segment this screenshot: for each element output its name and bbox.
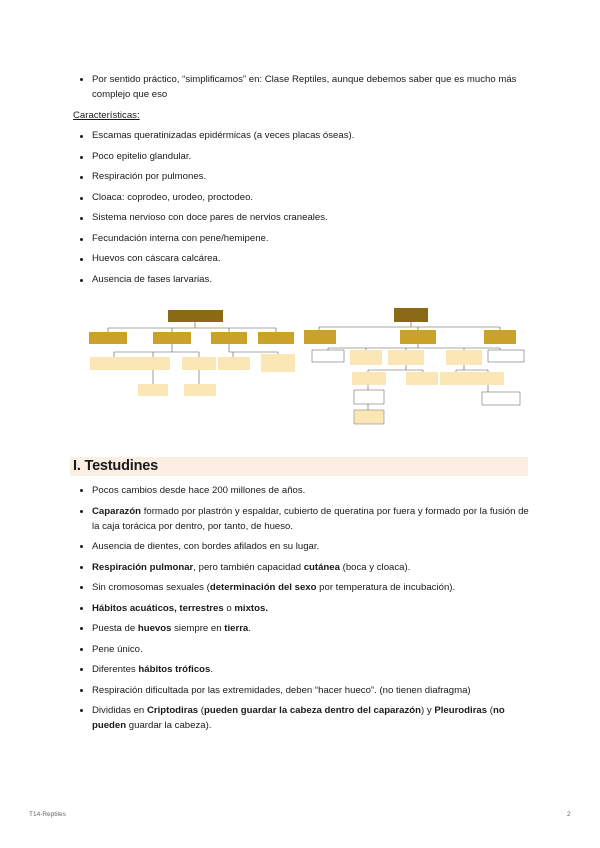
diagram-box-r1b <box>400 330 436 344</box>
characteristic-item: Ausencia de fases larvarias. <box>76 273 531 286</box>
diagram-box-r3b <box>406 372 438 385</box>
text-segment: ( <box>487 705 493 716</box>
footer-page-number: 2 <box>567 811 571 818</box>
characteristic-item: Respiración por pulmones. <box>76 170 531 183</box>
diagram-box-l3b <box>184 384 216 396</box>
diagram-box-r2d <box>446 350 482 365</box>
diagram-box-l3a <box>138 384 168 396</box>
left-tree-connectors <box>108 322 278 384</box>
diagram-box-root-right <box>394 308 428 322</box>
intro-paragraph <box>76 72 531 102</box>
characteristics-list <box>76 129 531 293</box>
diagram-box-l1a <box>89 332 127 344</box>
diagram-box-r4a <box>354 390 384 404</box>
bold-text: cutánea <box>303 561 340 573</box>
diagram-box-l2e <box>261 354 295 372</box>
bold-text: tierra <box>224 623 249 634</box>
bold-text: Criptodiras <box>146 705 199 716</box>
text-segment: guardar la cabeza). <box>126 720 212 731</box>
text-segment: formado por plastrón y espaldar, cubierto de queratina por fuera y formado por la fusión de la caja torácica por dentro, por tanto, de hueso. <box>92 505 529 532</box>
text-segment: Sin cromosomas sexuales ( <box>92 582 210 593</box>
testudines-item <box>76 601 531 616</box>
diagram-box-r4b <box>354 410 384 424</box>
characteristics-title: Características: <box>73 110 140 121</box>
characteristic-item: Fecundación interna con pene/hemipene. <box>76 232 531 245</box>
bold-text: Respiración pulmonar <box>92 561 194 573</box>
diagram-box-r2a <box>312 350 344 362</box>
characteristic-item: Poco epitelio glandular. <box>76 150 531 163</box>
text-segment: . <box>248 623 251 634</box>
footer-document-name: T14-Reptiles <box>29 811 66 818</box>
testudines-item <box>76 642 531 657</box>
diagram-box-l1c <box>211 332 247 344</box>
text-segment: siempre en <box>171 623 225 634</box>
text-segment: ( <box>198 705 204 716</box>
text-segment: ) y <box>420 705 435 716</box>
bold-text: Hábitos acuáticos, terrestres <box>92 602 224 614</box>
diagram-box-l1b <box>153 332 191 344</box>
bold-text: hábitos tróficos <box>138 664 211 675</box>
bold-text: Caparazón <box>92 505 142 517</box>
testudines-item <box>76 703 531 733</box>
diagram-box-r2b <box>350 350 382 365</box>
characteristic-item: Huevos con cáscara calcárea. <box>76 252 531 265</box>
testudines-list <box>76 483 531 739</box>
diagram-box-l2b <box>137 357 170 370</box>
section-header-testudines <box>70 457 528 476</box>
text-segment: Respiración dificultada por las extremidades, deben “hacer hueco”. (no tienen diafragma) <box>92 684 471 696</box>
testudines-item <box>76 662 531 677</box>
text-segment: Ausencia de dientes, con bordes afilados en su lugar. <box>92 541 320 552</box>
bold-text: mixtos. <box>234 602 268 614</box>
testudines-item <box>76 683 531 698</box>
intro-item: Por sentido práctico, “simplificamos” en: Clase Reptiles, aunque debemos saber que es mucho más complejo que eso <box>76 72 531 102</box>
text-segment: Puesta de <box>92 623 138 634</box>
diagram-box-root-left <box>168 310 223 322</box>
testudines-item <box>76 539 531 554</box>
diagram-box-l2c <box>182 357 216 370</box>
bold-text: pueden guardar la cabeza dentro del caparazón <box>204 705 421 716</box>
bold-text: no pueden <box>92 705 505 731</box>
text-segment: , pero también capacidad <box>193 561 304 573</box>
section-title: I. Testudines <box>73 458 158 474</box>
text-segment: por temperatura de incubación). <box>316 582 456 593</box>
text-segment: . <box>210 664 214 675</box>
testudines-item <box>76 483 531 498</box>
text-segment: Pocos cambios desde hace 200 millones de años. <box>92 485 306 496</box>
text-segment: Diferentes <box>92 664 139 675</box>
diagram-box-r3d <box>472 372 504 385</box>
diagram-box-l1d <box>258 332 294 344</box>
diagram-box-r1a <box>304 330 336 344</box>
characteristic-item: Sistema nervioso con doce pares de nervios craneales. <box>76 211 531 224</box>
testudines-item <box>76 621 531 636</box>
text-segment: Pene único. <box>92 643 143 655</box>
diagram-box-r2c <box>388 350 424 365</box>
diagram-box-r3a <box>352 372 386 385</box>
bold-text: determinación del sexo <box>209 582 317 593</box>
bold-text: Pleurodiras <box>434 705 488 716</box>
diagram-box-r3c <box>440 372 472 385</box>
testudines-item <box>76 580 531 595</box>
diagram-box-l2d <box>218 357 250 370</box>
characteristic-item: Cloaca: coprodeo, urodeo, proctodeo. <box>76 191 531 204</box>
diagram-box-r4c <box>482 392 520 405</box>
diagram-box-l2a <box>90 357 138 370</box>
diagram-box-r1c <box>484 330 516 344</box>
text-segment: (boca y cloaca). <box>339 561 411 573</box>
classification-diagram <box>78 300 528 435</box>
bold-text: huevos <box>137 623 172 634</box>
text-segment: o <box>223 602 235 614</box>
testudines-item <box>76 560 531 575</box>
text-segment: Divididas en <box>92 705 147 716</box>
testudines-item <box>76 504 531 534</box>
diagram-box-r2e <box>488 350 524 362</box>
characteristic-item: Escamas queratinizadas epidérmicas (a veces placas óseas). <box>76 129 531 142</box>
